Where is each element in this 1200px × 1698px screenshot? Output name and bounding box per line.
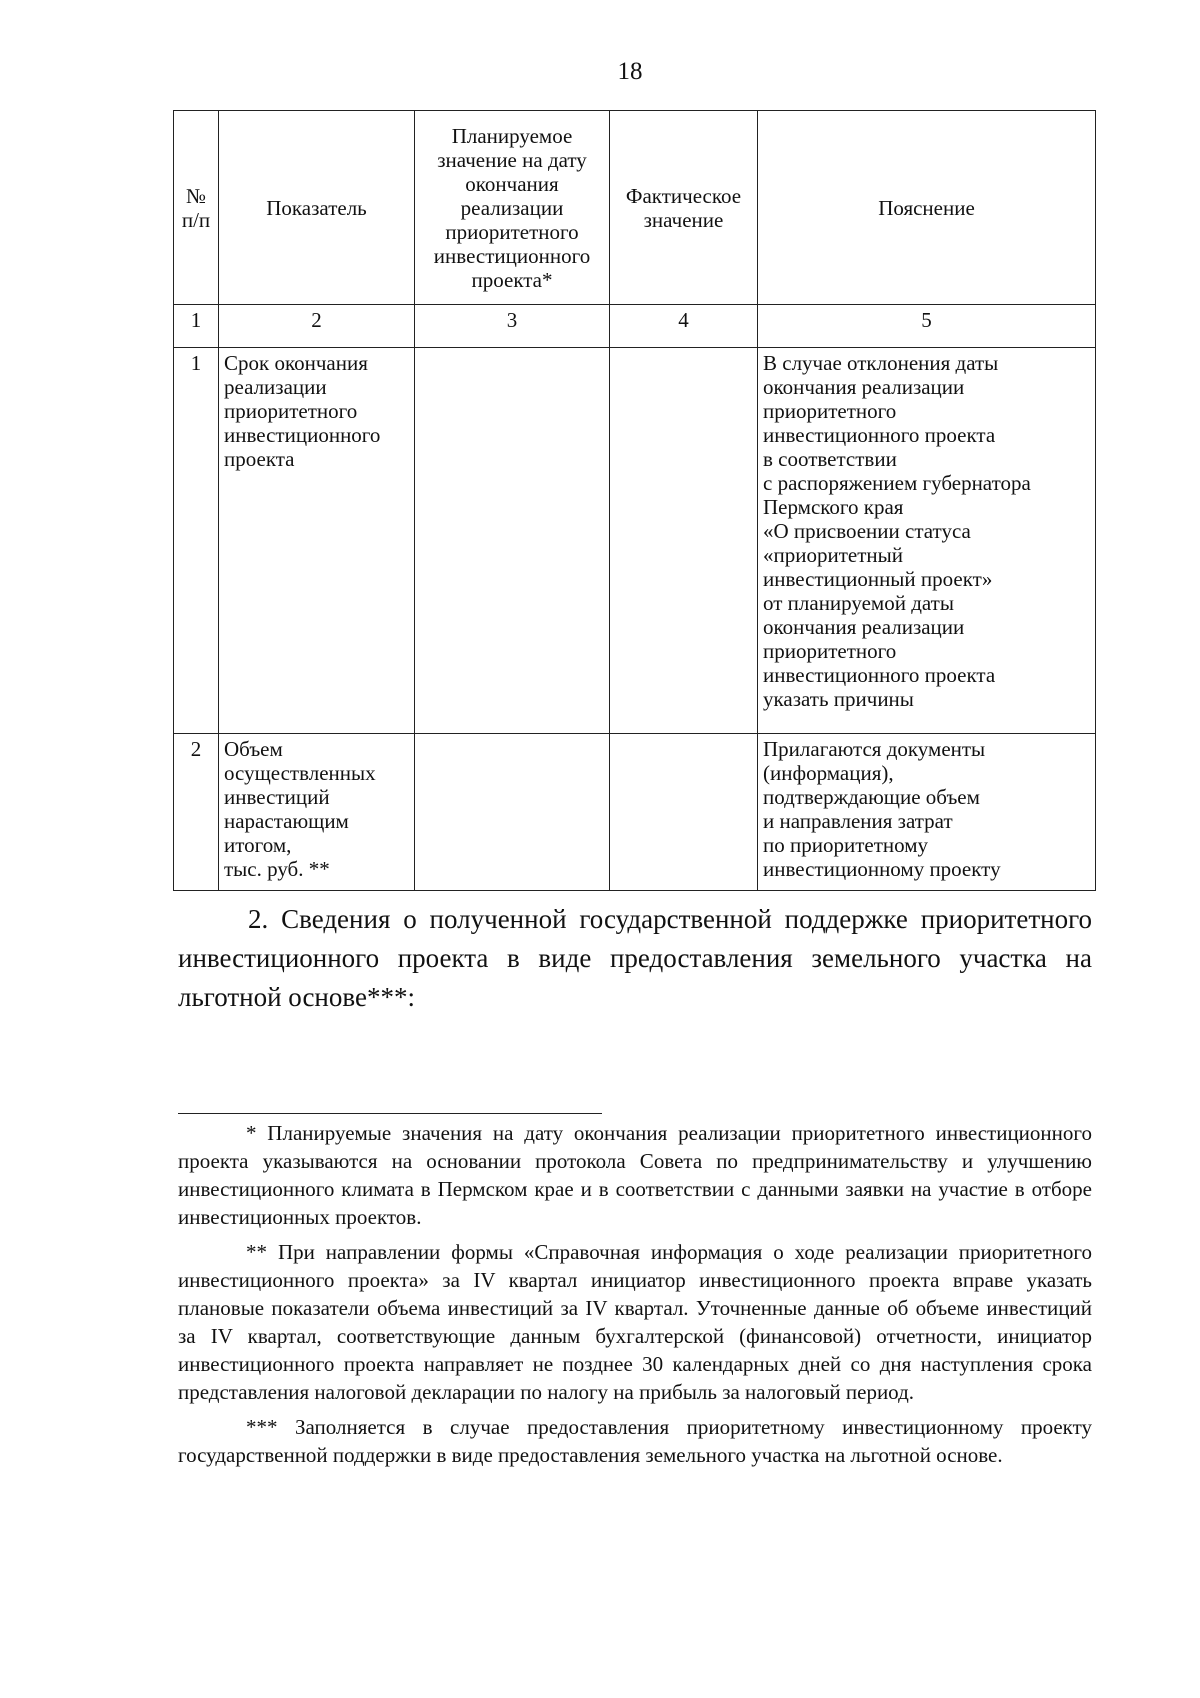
table-row [174,734,1096,891]
row-explanation: Прилагаются документы (информация), подтверждающие объем и направления затрат по приоритетному инвестиционному проекту [758,734,1096,891]
column-numbers-row [174,305,1096,348]
row-explanation: В случае отклонения даты окончания реализации приоритетного инвестиционного проекта в соответствии с распоряжением губернатора Пермского края «О присвоении статуса «приоритетный инвестиционный проект» от планируемой даты окончания реализации приоритетного инвестиционного проекта указать причины [758,348,1096,734]
column-number: 1 [174,305,219,348]
footnote-3: *** Заполняется в случае предоставления приоритетному инвестиционному проекту государственной поддержки в виде предоставления земельного участка на льготной основе. [178,1415,1092,1467]
page-number: 18 [617,58,643,85]
row-indicator: Срок окончания реализации приоритетного инвестиционного проекта [219,348,415,734]
header-actual-value: Фактическое значение [610,111,758,305]
header-number: № п/п [174,111,219,305]
table-header-row [174,111,1096,305]
footnotes [178,1119,1092,1476]
row-indicator: Объем осуществленных инвестиций нарастающим итогом, тыс. руб. ** [219,734,415,891]
column-number: 2 [219,305,415,348]
indicators-table [173,110,1096,891]
row-number: 1 [174,348,219,734]
header-planned-value: Планируемое значение на дату окончания реализации приоритетного инвестиционного проекта* [415,111,610,305]
row-planned-value [415,734,610,891]
row-actual-value [610,348,758,734]
row-number: 2 [174,734,219,891]
column-number: 3 [415,305,610,348]
row-planned-value [415,348,610,734]
header-explanation: Пояснение [758,111,1096,305]
footnote-2: ** При направлении формы «Справочная информация о ходе реализации приоритетного инвестиционного проекта» за IV квартал инициатор инвестиционного проекта вправе указать плановые показатели объема инвестиций за IV квартал. Уточненные данные об объеме инвестиций за IV квартал, соответствующие данным бухгалтерской (финансовой) отчетности, инициатор инвестиционного проекта направляет не позднее 30 календарных дней со дня наступления срока представления налоговой декларации по налогу на прибыль за налоговый период. [178,1240,1092,1404]
table-row [174,348,1096,734]
header-indicator: Показатель [219,111,415,305]
row-actual-value [610,734,758,891]
section-2-paragraph: 2. Сведения о полученной государственной поддержке приоритетного инвестиционного проекта в виде предоставления земельного участка на льготной основе***: [178,904,1092,1012]
column-number: 4 [610,305,758,348]
footnote-separator [178,1113,602,1114]
column-number: 5 [758,305,1096,348]
footnote-1: * Планируемые значения на дату окончания реализации приоритетного инвестиционного проекта указываются на основании протокола Совета по предпринимательству и улучшению инвестиционного климата в Пермском крае и в соответствии с данными заявки на участие в отборе инвестиционных проектов. [178,1121,1092,1229]
